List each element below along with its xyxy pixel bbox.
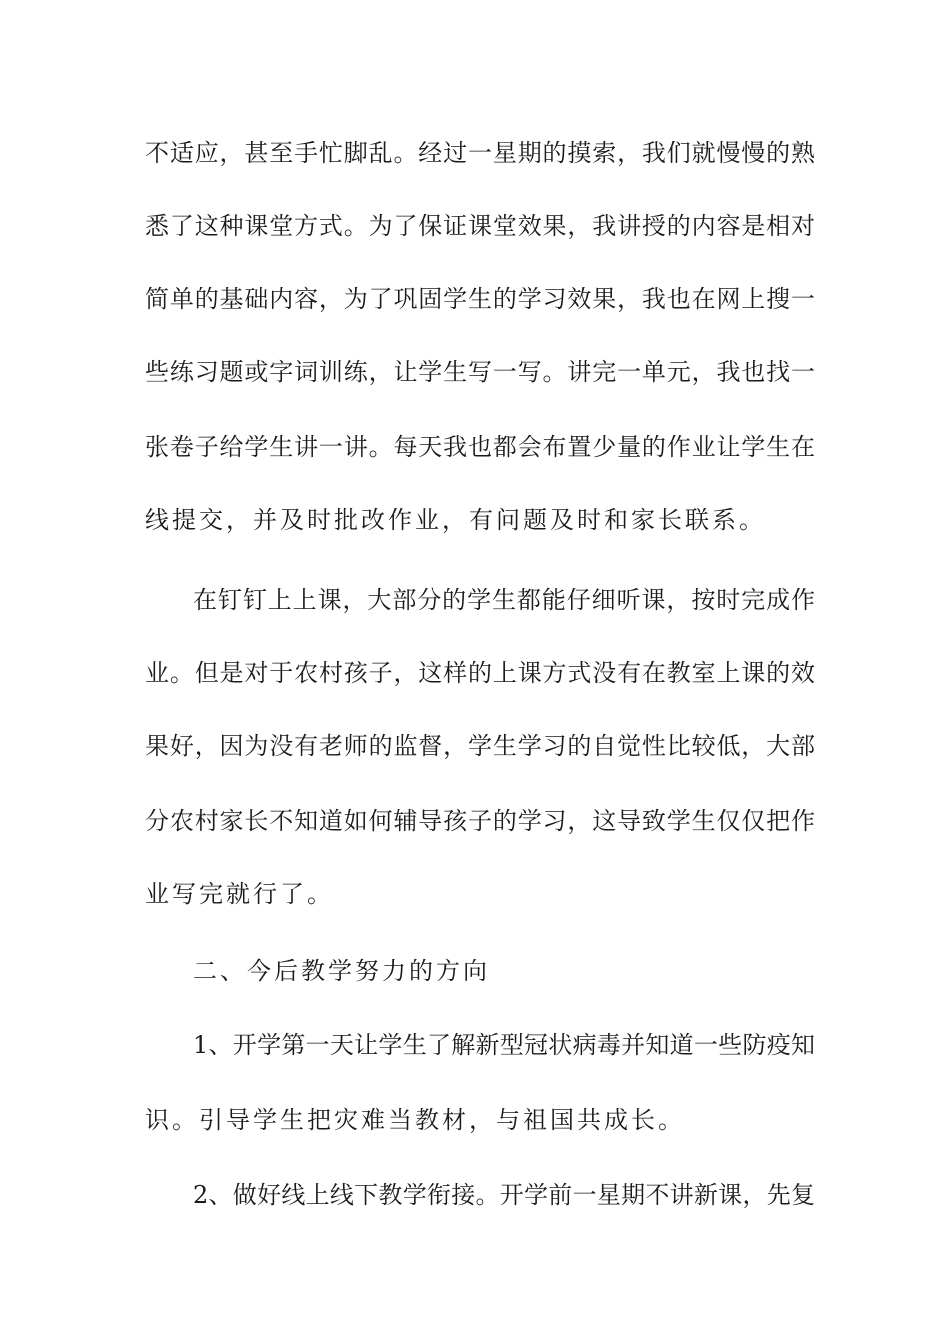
paragraph-line: 在钉钉上上课，大部分的学生都能仔细听课，按时完成作 bbox=[193, 586, 815, 614]
paragraph-line: 简单的基础内容，为了巩固学生的学习效果，我也在网上搜一 bbox=[145, 285, 815, 313]
paragraph-line: 张卷子给学生讲一讲。每天我也都会布置少量的作业让学生在 bbox=[145, 433, 815, 461]
paragraph-line: 果好，因为没有老师的监督，学生学习的自觉性比较低，大部 bbox=[145, 732, 815, 760]
paragraph-line: 识。引导学生把灾难当教材，与祖国共成长。 bbox=[145, 1106, 685, 1134]
section-heading: 二、今后教学努力的方向 bbox=[193, 957, 490, 985]
paragraph-line: 2、做好线上线下教学衔接。开学前一星期不讲新课，先复 bbox=[193, 1181, 815, 1209]
paragraph-line: 分农村家长不知道如何辅导孩子的学习，这导致学生仅仅把作 bbox=[145, 807, 815, 835]
paragraph-line: 1、开学第一天让学生了解新型冠状病毒并知道一些防疫知 bbox=[193, 1031, 815, 1059]
paragraph-line: 业。但是对于农村孩子，这样的上课方式没有在教室上课的效 bbox=[145, 659, 815, 687]
paragraph-line: 不适应，甚至手忙脚乱。经过一星期的摸索，我们就慢慢的熟 bbox=[145, 139, 815, 167]
paragraph-line: 线提交，并及时批改作业，有问题及时和家长联系。 bbox=[145, 506, 766, 534]
paragraph-line: 悉了这种课堂方式。为了保证课堂效果，我讲授的内容是相对 bbox=[145, 212, 815, 240]
paragraph-line: 些练习题或字词训练，让学生写一写。讲完一单元，我也找一 bbox=[145, 358, 815, 386]
paragraph-line: 业写完就行了。 bbox=[145, 880, 334, 908]
